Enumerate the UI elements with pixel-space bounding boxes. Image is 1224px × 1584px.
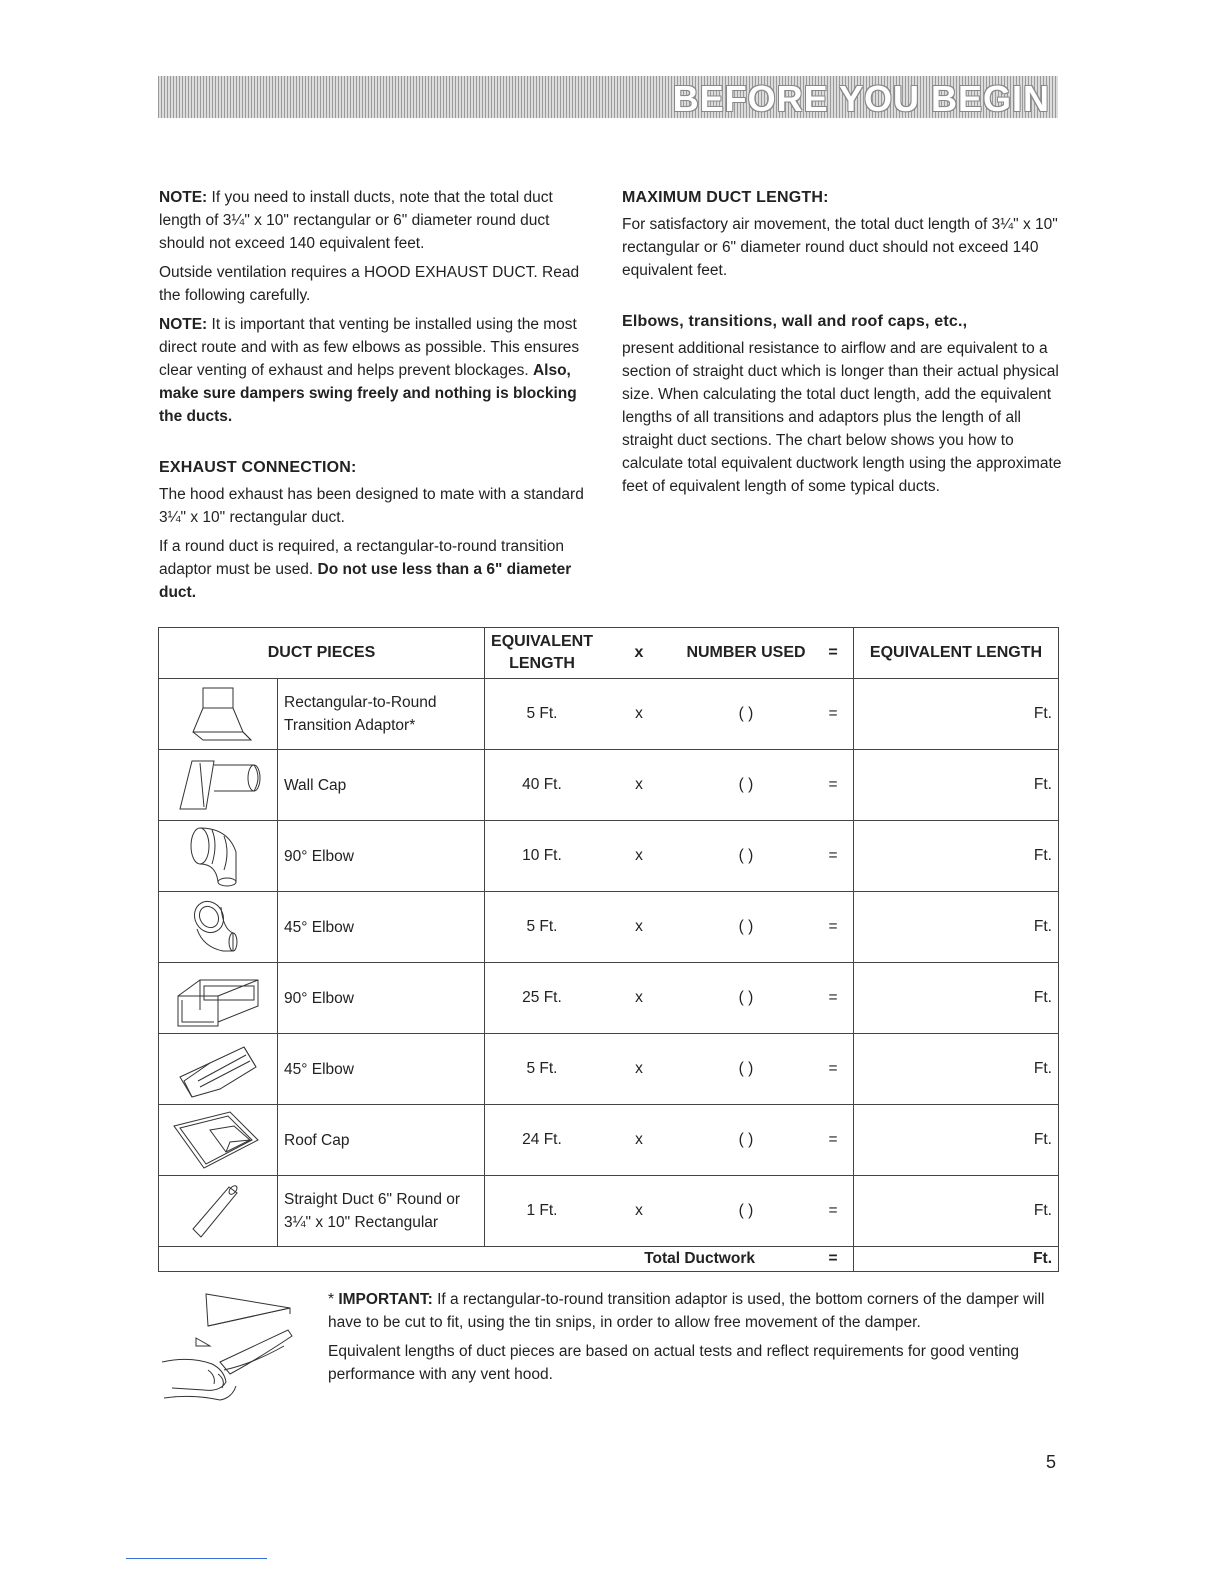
max-duct-length-heading: MAXIMUM DUCT LENGTH: xyxy=(622,189,829,206)
result-field[interactable]: Ft. xyxy=(854,679,1059,750)
header-number-used: NUMBER USED xyxy=(679,628,813,679)
exhaust-paragraph-1: The hood exhaust has been designed to mate with a standard 3¼" x 10" rectangular duct. xyxy=(159,486,584,526)
number-used-field[interactable] xyxy=(679,750,813,821)
equivalent-length: 40 Ft. xyxy=(485,750,600,821)
number-used-parens: ( ) xyxy=(738,989,754,1006)
header-equals: = xyxy=(813,628,854,679)
note-text: It is important that venting be installed using the most direct route and with as few elbows as possible. This ensures clear venting of exhaust and helps prevent blockages. xyxy=(159,316,580,379)
table-row xyxy=(159,963,1059,1034)
number-used-parens: ( ) xyxy=(738,705,754,722)
equivalent-length: 5 Ft. xyxy=(485,1034,600,1105)
header-equivalent-length: EQUIVALENT LENGTH xyxy=(485,628,600,679)
important-text: If a rectangular-to-round transition adaptor is used, the bottom corners of the damper will have to be cut to fit, using the tin snips, in order to allow free movement of the damper. xyxy=(328,1291,1045,1331)
number-used-parens: ( ) xyxy=(738,776,754,793)
section-banner xyxy=(158,76,1058,118)
round-elbow-90-icon xyxy=(159,821,278,892)
equals-sign: = xyxy=(813,892,854,963)
equals-sign: = xyxy=(813,963,854,1034)
table-header-row xyxy=(159,628,1059,679)
result-field[interactable]: Ft. xyxy=(854,1105,1059,1176)
equals-sign: = xyxy=(813,1034,854,1105)
note-label: NOTE: xyxy=(159,189,208,206)
times-sign: x xyxy=(599,1105,679,1176)
table-row xyxy=(159,679,1059,750)
result-field[interactable]: Ft. xyxy=(854,821,1059,892)
table-row xyxy=(159,1105,1059,1176)
duct-piece-name: 45° Elbow xyxy=(278,892,485,963)
tin-snips-illustration xyxy=(160,1290,300,1415)
equals-sign: = xyxy=(813,679,854,750)
page-number: 5 xyxy=(1046,1452,1057,1472)
equals-sign: = xyxy=(813,1176,854,1247)
number-used-parens: ( ) xyxy=(738,1131,754,1148)
duct-piece-name: 90° Elbow xyxy=(278,821,485,892)
note-text: If you need to install ducts, note that the total duct length of 3¼" x 10" rectangular or 6" diameter round duct should not exceed 140 equivalent feet. xyxy=(159,189,553,252)
duct-length-table xyxy=(158,627,1059,1272)
equivalent-lengths-paragraph: Equivalent lengths of duct pieces are based on actual tests and reflect requirements for good venting performance with any vent hood. xyxy=(328,1343,1020,1383)
exhaust-connection-heading: EXHAUST CONNECTION: xyxy=(159,459,357,476)
elbows-heading: Elbows, transitions, wall and roof caps, etc., xyxy=(622,313,968,330)
straight-duct-icon xyxy=(159,1176,278,1247)
equals-sign: = xyxy=(813,1105,854,1176)
duct-piece-name: Wall Cap xyxy=(278,750,485,821)
result-field[interactable]: Ft. xyxy=(854,892,1059,963)
rect-elbow-90-icon xyxy=(159,963,278,1034)
table-row xyxy=(159,1176,1059,1247)
number-used-parens: ( ) xyxy=(738,1202,754,1219)
duct-piece-name: 90° Elbow xyxy=(278,963,485,1034)
right-column xyxy=(622,186,1062,504)
number-used-field[interactable] xyxy=(679,1176,813,1247)
exhaust-bold-text: Do not use less than a 6" diameter duct. xyxy=(159,561,572,601)
roof-cap-icon xyxy=(159,1105,278,1176)
number-used-field[interactable] xyxy=(679,821,813,892)
duct-piece-name: Straight Duct 6" Round or 3¼" x 10" Rectangular xyxy=(278,1176,485,1247)
total-equals: = xyxy=(813,1247,854,1272)
asterisk: * xyxy=(328,1291,339,1308)
equivalent-length: 5 Ft. xyxy=(485,892,600,963)
total-label: Total Ductwork xyxy=(159,1247,814,1272)
duct-piece-name: Roof Cap xyxy=(278,1105,485,1176)
times-sign: x xyxy=(599,892,679,963)
ventilation-paragraph: Outside ventilation requires a HOOD EXHAUST DUCT. Read the following carefully. xyxy=(159,264,580,304)
number-used-field[interactable] xyxy=(679,1034,813,1105)
number-used-parens: ( ) xyxy=(738,918,754,935)
wall-cap-icon xyxy=(159,750,278,821)
total-row xyxy=(159,1247,1059,1272)
section-title: BEFORE YOU BEGIN xyxy=(672,78,1050,119)
result-field[interactable]: Ft. xyxy=(854,1176,1059,1247)
number-used-parens: ( ) xyxy=(738,847,754,864)
footer-line xyxy=(126,1558,267,1559)
equivalent-length: 10 Ft. xyxy=(485,821,600,892)
times-sign: x xyxy=(599,821,679,892)
duct-piece-name: 45° Elbow xyxy=(278,1034,485,1105)
exhaust-text: If a round duct is required, a rectangular-to-round transition adaptor must be used. xyxy=(159,538,564,578)
important-label: IMPORTANT: xyxy=(338,1291,433,1308)
header-x: x xyxy=(599,628,679,679)
header-duct-pieces: DUCT PIECES xyxy=(159,628,485,679)
equals-sign: = xyxy=(813,750,854,821)
total-result-field[interactable]: Ft. xyxy=(854,1247,1059,1272)
header-equivalent-length-result: EQUIVALENT LENGTH xyxy=(854,628,1059,679)
max-duct-length-text: For satisfactory air movement, the total duct length of 3¼" x 10" rectangular or 6" diameter round duct should not exceed 140 equivalent feet. xyxy=(622,216,1058,279)
important-note xyxy=(328,1288,1063,1392)
equivalent-length: 1 Ft. xyxy=(485,1176,600,1247)
times-sign: x xyxy=(599,963,679,1034)
times-sign: x xyxy=(599,1176,679,1247)
left-column xyxy=(159,186,599,610)
times-sign: x xyxy=(599,750,679,821)
important-paragraph xyxy=(328,1288,1063,1334)
number-used-field[interactable] xyxy=(679,963,813,1034)
duct-piece-name: Rectangular-to-Round Transition Adaptor* xyxy=(278,679,485,750)
note-paragraph-1 xyxy=(159,186,599,255)
rect-elbow-45-icon xyxy=(159,1034,278,1105)
number-used-field[interactable] xyxy=(679,679,813,750)
table-row xyxy=(159,750,1059,821)
table-row xyxy=(159,821,1059,892)
number-used-field[interactable] xyxy=(679,892,813,963)
exhaust-paragraph-2 xyxy=(159,535,599,604)
result-field[interactable]: Ft. xyxy=(854,1034,1059,1105)
elbows-text: present additional resistance to airflow and are equivalent to a section of straight duct which is longer than their actual physical size. When calculating the total duct length, add the equivalent lengths of all transitions and adaptors plus the length of all straight duct sections. The chart below shows you how to calculate total equivalent ductwork length using the approximate feet of equivalent length of some typical ducts. xyxy=(622,340,1062,495)
result-field[interactable]: Ft. xyxy=(854,750,1059,821)
transition-adaptor-icon xyxy=(159,679,278,750)
round-elbow-45-icon xyxy=(159,892,278,963)
table-row xyxy=(159,892,1059,963)
note-label: NOTE: xyxy=(159,316,208,333)
table-row xyxy=(159,1034,1059,1105)
times-sign: x xyxy=(599,679,679,750)
equivalent-length: 24 Ft. xyxy=(485,1105,600,1176)
result-field[interactable]: Ft. xyxy=(854,963,1059,1034)
equivalent-length: 25 Ft. xyxy=(485,963,600,1034)
note-bold-text: Also, make sure dampers swing freely and nothing is blocking the ducts. xyxy=(159,362,577,425)
number-used-parens: ( ) xyxy=(738,1060,754,1077)
times-sign: x xyxy=(599,1034,679,1105)
equivalent-length: 5 Ft. xyxy=(485,679,600,750)
equals-sign: = xyxy=(813,821,854,892)
number-used-field[interactable] xyxy=(679,1105,813,1176)
note-paragraph-2 xyxy=(159,313,599,428)
